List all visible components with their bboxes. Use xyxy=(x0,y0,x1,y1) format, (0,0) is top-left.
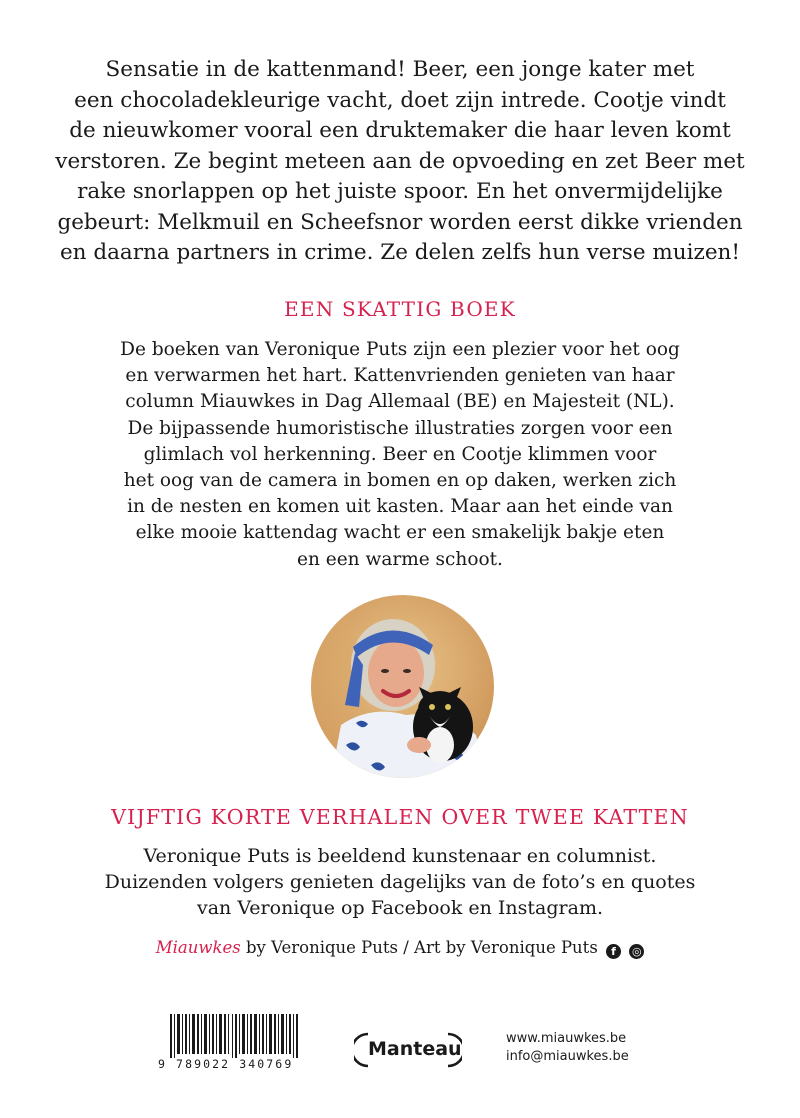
body-line: het oog van de camera in bomen en op daken, werken zich xyxy=(123,470,677,492)
body-line: van Veronique op Facebook en Instagram. xyxy=(196,897,604,919)
intro-line: rake snorlappen op het juiste spoor. En het onvermijdelijke xyxy=(77,179,723,204)
body-line: column Miauwkes in Dag Allemaal (BE) en Majesteit (NL). xyxy=(125,391,675,413)
barcode xyxy=(170,1014,308,1090)
intro-line: de nieuwkomer vooral een druktemaker die haar leven komt xyxy=(69,118,731,143)
intro-line: en daarna partners in crime. Ze delen zelfs hun verse muizen! xyxy=(59,240,741,265)
email-link[interactable]: info@miauwkes.be xyxy=(506,1049,629,1064)
isbn-number: 9 789022 340769 xyxy=(158,1057,294,1071)
body-line: en verwarmen het hart. Kattenvrienden genieten van haar xyxy=(125,365,675,387)
body-line: glimlach vol herkenning. Beer en Cootje klimmen voor xyxy=(143,443,657,465)
section-body-skattig-boek xyxy=(40,337,760,573)
facebook-icon: f xyxy=(606,944,621,959)
credit-text: by Veronique Puts / Art by Veronique Puts xyxy=(240,938,598,957)
website-link[interactable]: www.miauwkes.be xyxy=(506,1031,627,1046)
intro-line: een chocoladekleurige vacht, doet zijn intrede. Cootje vindt xyxy=(74,87,726,113)
intro-text xyxy=(40,55,760,269)
section-body-author xyxy=(40,843,760,921)
body-line: en een warme schoot. xyxy=(297,548,503,570)
body-line: in de nesten en komen uit kasten. Maar aan het einde van xyxy=(127,496,673,518)
series-title: Miauwkes xyxy=(155,938,241,957)
body-line: Veronique Puts is beeldend kunstenaar en columnist. xyxy=(143,845,657,867)
author-portrait xyxy=(311,595,494,778)
section-heading-vijftig-verhalen: VIJFTIG KORTE VERHALEN OVER TWEE KATTEN xyxy=(111,805,689,829)
body-line: De boeken van Veronique Puts zijn een plezier voor het oog xyxy=(120,339,680,360)
instagram-icon: ◎ xyxy=(629,944,644,959)
body-line: Duizenden volgers genieten dagelijks van de foto’s en quotes xyxy=(104,871,696,893)
body-line: De bijpassende humoristische illustraties zorgen voor een xyxy=(127,417,673,439)
portrait-illustration xyxy=(311,595,494,778)
intro-line: gebeurt: Melkmuil en Scheefsnor worden eerst dikke vrienden xyxy=(57,209,743,235)
intro-line: Sensatie in de kattenmand! Beer, een jonge kater met xyxy=(105,57,695,82)
section-heading-skattig-boek: EEN SKATTIG BOEK xyxy=(284,297,516,321)
publisher-name: Manteau xyxy=(368,1038,462,1060)
credit-line xyxy=(0,938,800,959)
contact-info xyxy=(506,1030,629,1066)
intro-line: verstoren. Ze begint meteen aan de opvoeding en zet Beer met xyxy=(55,148,745,174)
body-line: elke mooie kattendag wacht er een smakelijk bakje eten xyxy=(135,522,665,544)
